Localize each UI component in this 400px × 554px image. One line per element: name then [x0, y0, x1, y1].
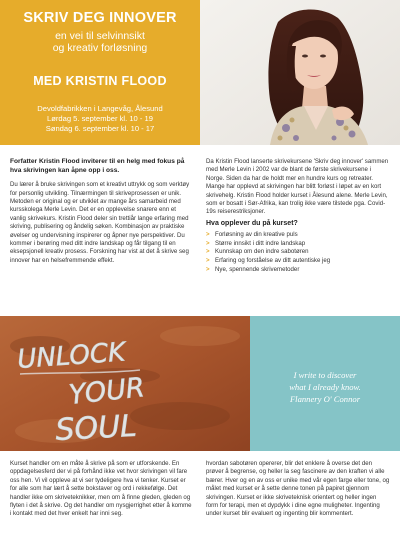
list-item: > Nye, spennende skrivemetoder	[206, 265, 300, 273]
quote-line1: I write to discover	[293, 370, 357, 380]
quote-box	[250, 316, 400, 451]
instructor-name: MED KRISTIN FLOOD	[33, 74, 167, 88]
quote-author: Flannery O' Connor	[289, 394, 361, 404]
date-saturday: Lørdag 5. september kl. 10 - 19	[47, 114, 153, 123]
list-item: > Kunnskap om den indre sabotøren	[206, 248, 309, 256]
background-paragraph: Da Kristin Flood lanserte skrivekursene 'Skriv deg innover' sammen med Merle Levin i 2002 var de blant de første skrivekursene i Norge. Siden da har de holdt mer en hundre kurs og retreater. Mange har opplevd at skrivingen har blitt forløst i løpet av en kort skrivehelg. Kristin Flood holder kurset i Ålesund alene. Merle Levin, som er bosatt i Sør-Afrika, kan trolig ikke være tilstede pga. Covid-19s reiserestriksjoner.	[206, 158, 389, 216]
description-column-left	[10, 460, 193, 521]
arrow-icon: >	[206, 239, 210, 247]
header-banner	[0, 0, 200, 145]
description-column-right	[206, 460, 390, 521]
list-item: > Større innsikt i ditt indre landskap	[206, 239, 306, 247]
list-item: > Erfaring og forståelse av ditt autentiske jeg	[206, 257, 331, 265]
graffiti-word-soul: SOUL	[54, 408, 138, 448]
list-item: > Forløsning av din kreative puls	[206, 231, 298, 239]
description-paragraph-right: hvordan sabotøren opererer, blir det enklere å overse det den prøver å begrense, og heller la seg fascinere av den kraften vi alle bærer. Hver og en av oss er unike med vår egen farge eller tone, og målet med kurset er å sette denne tonen på papiret gjennom skrivingen. Kurset er ikke skriveteknisk orientert og heller ingen form for terapi, men et dypdykk i dine egne muligheter. Ingenting under kurset blir evaluert og ingenting blir kommentert.	[206, 460, 390, 518]
graffiti-word-unlock: UNLOCK	[16, 337, 127, 375]
course-title: SKRIV DEG INNOVER	[23, 10, 177, 26]
portrait-illustration	[200, 0, 400, 145]
description-paragraph-left: Kurset handler om en måte å skrive på som er utforskende. En oppdagelsesferd der vi på forhånd ikke vet hvor skrivingen vil fare oss hen. Vi vil oppleve at vi ser tydeligere hva vi tenker. Kurset er for alle som har lært å sette bokstaver og ord i rekkefølge. Det handler ikke om skriveteknikker, men om å finne gleden, gleden og flyten i det å skrive. Og det handler om nysgjerrighet etter å komme i kontakt med det hver enkelt har inni seg.	[10, 460, 192, 518]
intro-column	[10, 158, 193, 268]
intro-paragraph: Du lærer å bruke skrivingen som et kreativt uttrykk og som verktøy for personlig utvikling. Tilnærmingen til skriveprosessen er unik. Metoden er original og er utviklet av mange års samarbeid med kursskolega Merle Levin. Det er en opplevelse snarere enn et vanlig skrivekurs. Kristin Flood deler sin trettiår lange erfaring med skriving, publisering og åndelig søken. Kombinasjon av praktiske øvelser og undervisning inspirerer og åpner nye perspektiver. Du kommer i berøring med ditt indre landskap og får tilgang til en eksepsjonell kreativ prosess. Forskning har vist at det å skrive seg innover har en helsefremmende effekt.	[10, 181, 190, 264]
arrow-icon: >	[206, 257, 210, 265]
arrow-icon: >	[206, 231, 210, 239]
arrow-icon: >	[206, 248, 210, 256]
graffiti-image	[0, 316, 250, 451]
quote-line2: what I already know.	[289, 382, 361, 392]
date-sunday: Søndag 6. september kl. 10 - 17	[45, 124, 155, 133]
graffiti-word-your: YOUR	[67, 372, 147, 411]
course-subtitle-line1: en vei til selvinnsikt	[55, 30, 145, 42]
background-column	[206, 158, 390, 274]
arrow-icon: >	[206, 265, 210, 273]
instructor-photo	[200, 0, 400, 145]
intro-lead: Forfatter Kristin Flood inviterer til en helg med fokus på hva skrivingen kan åpne opp i oss.	[10, 158, 185, 174]
header	[0, 0, 400, 145]
graffiti-wall	[0, 316, 250, 451]
venue: Devoldfabrikken i Langevåg, Ålesund	[37, 104, 163, 113]
experience-heading: Hva opplever du på kurset?	[206, 219, 298, 227]
experience-list	[206, 231, 390, 274]
course-subtitle-line2: og kreativ forløsning	[52, 42, 148, 54]
